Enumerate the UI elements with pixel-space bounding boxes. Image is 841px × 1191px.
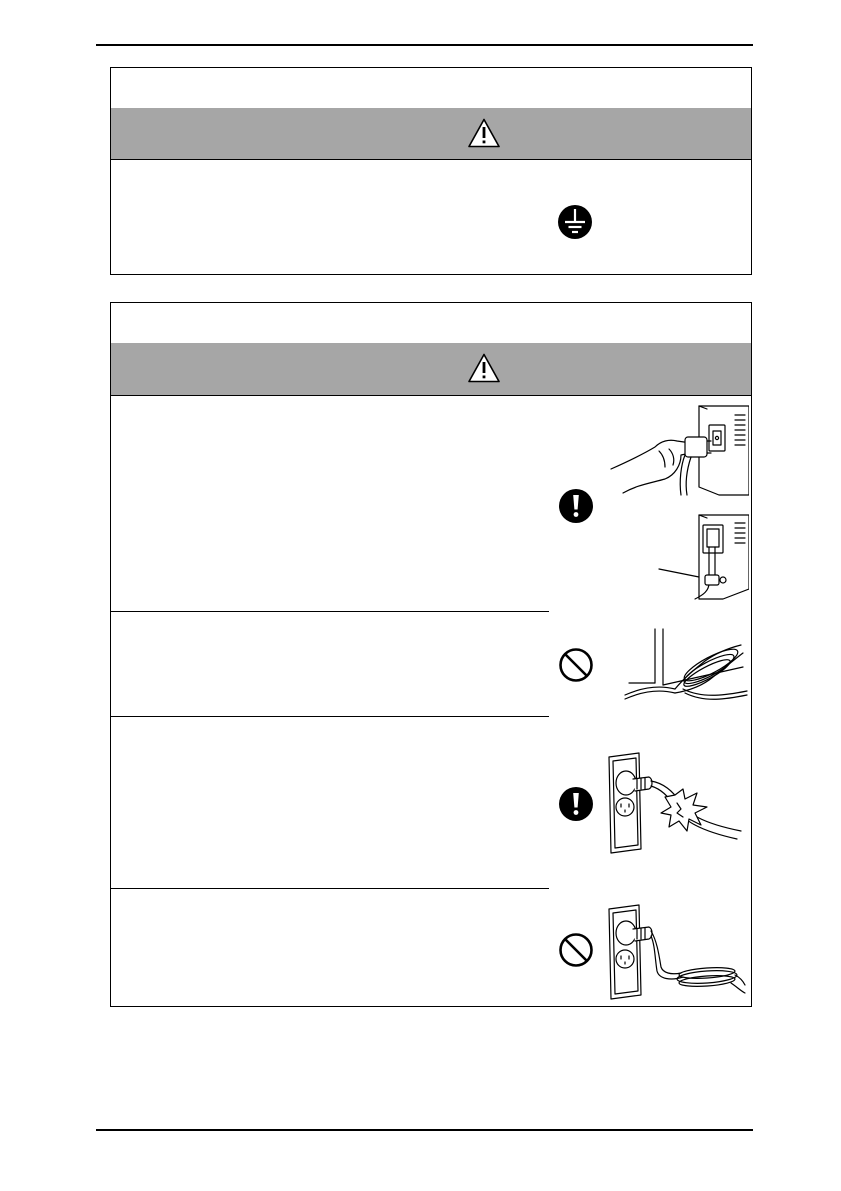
warning-triangle-icon [468,118,500,148]
header-rule [96,44,753,46]
warning-box-grounding [110,67,752,275]
warning-banner [111,343,751,396]
box-title [111,68,751,109]
row-divider [111,611,549,612]
prohibition-icon [558,647,594,683]
warning-triangle-icon [468,353,500,383]
mandatory-exclamation-icon [558,786,594,822]
bundled-cord-outlet-illustration [601,901,747,1001]
damaged-plug-outlet-illustration [601,751,747,857]
mandatory-exclamation-icon [558,488,594,524]
cord-under-machine-illustration [623,625,749,707]
warning-box-power-cord [110,302,752,1007]
ground-icon [557,204,593,240]
footer-rule [96,1129,753,1131]
prohibition-icon [558,932,594,968]
row-divider [111,716,549,717]
box-title [111,303,751,344]
warning-banner [111,108,751,160]
power-cord-plug-illustration [599,403,749,603]
row-divider [111,888,549,889]
